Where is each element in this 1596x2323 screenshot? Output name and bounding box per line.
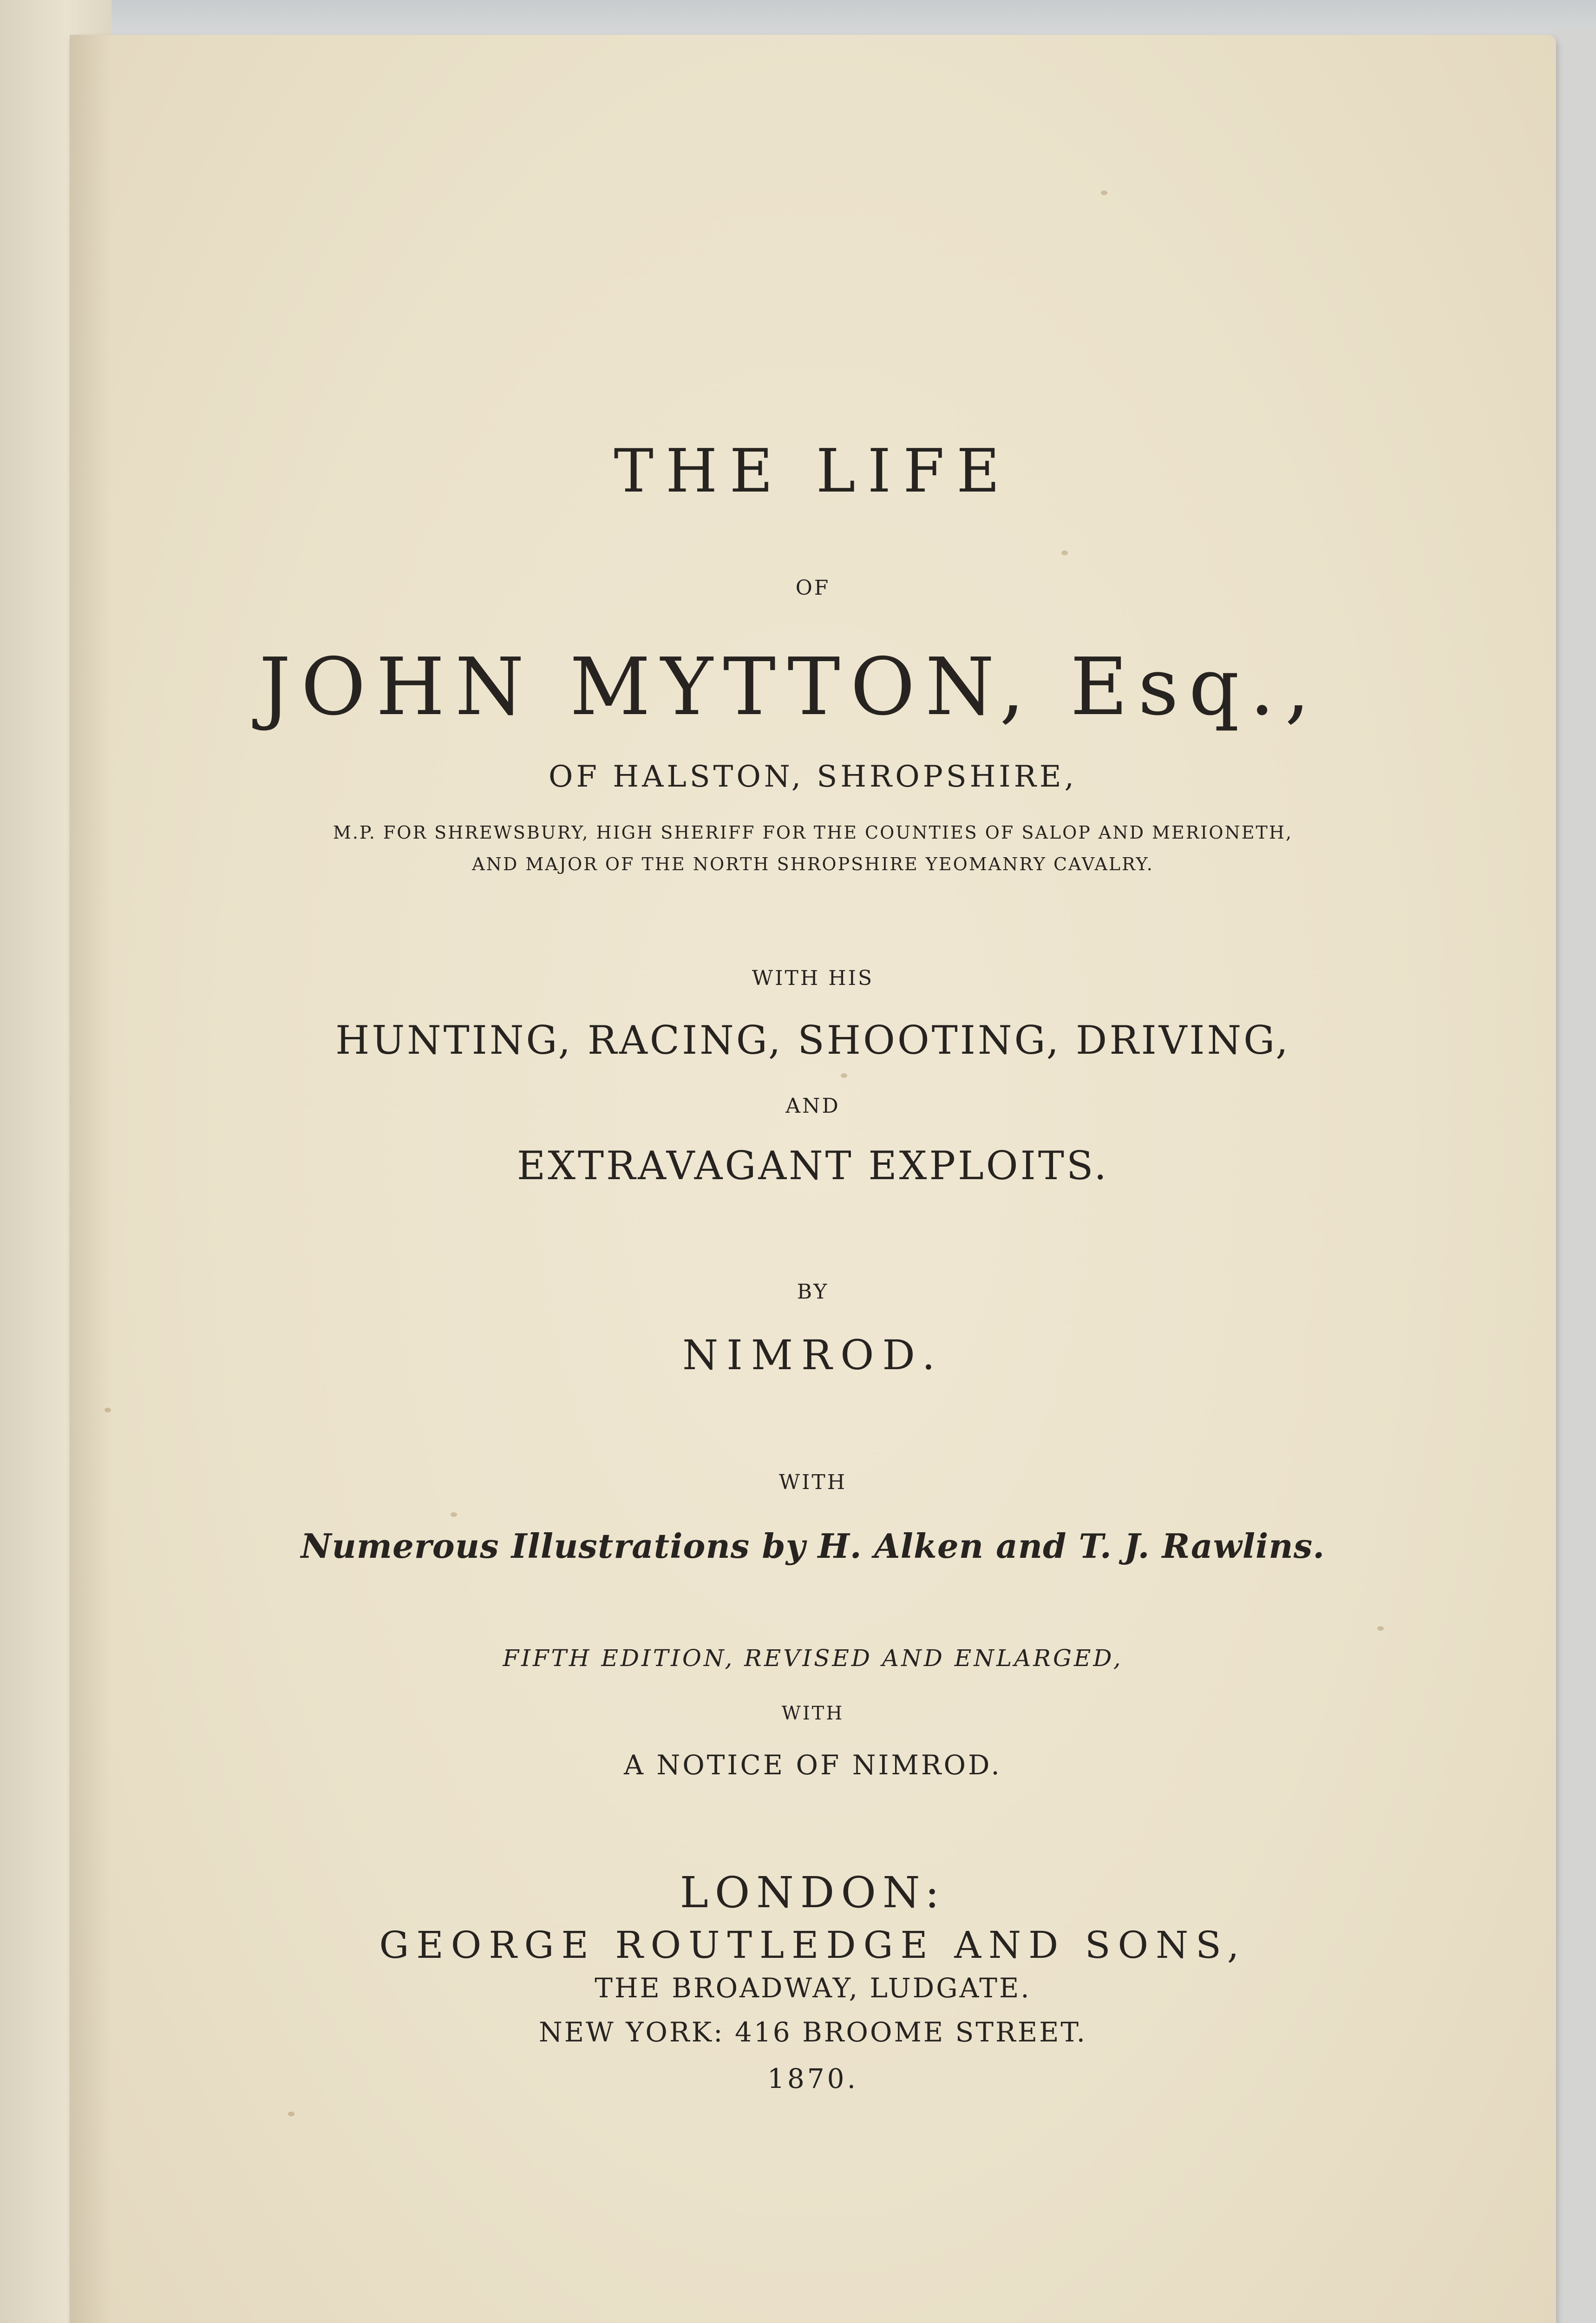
subject-name: JOHN MYTTON, Esq.,: [259, 641, 1321, 733]
imprint-address: THE BROADWAY, LUDGATE.: [595, 1972, 1031, 2004]
with-notice-label: WITH: [781, 1703, 844, 1724]
book-title: THE LIFE: [614, 437, 1012, 506]
edition-statement: FIFTH EDITION, REVISED AND ENLARGED,: [503, 1645, 1123, 1672]
and-label: AND: [785, 1094, 840, 1118]
notice-line: A NOTICE OF NIMROD.: [624, 1749, 1002, 1781]
foxing-spot: [1061, 551, 1068, 555]
exploits-line: EXTRAVAGANT EXPLOITS.: [517, 1143, 1109, 1188]
imprint-city: LONDON:: [680, 1868, 946, 1917]
foxing-spot: [105, 1408, 111, 1412]
foxing-spot: [288, 2112, 294, 2116]
imprint-publisher: GEORGE ROUTLEDGE AND SONS,: [379, 1923, 1247, 1967]
by-label: BY: [797, 1280, 829, 1304]
pursuits-line: HUNTING, RACING, SHOOTING, DRIVING,: [335, 1017, 1290, 1063]
imprint-year: 1870.: [767, 2063, 859, 2094]
background-surface-right: [1551, 28, 1596, 2323]
foxing-spot: [1377, 1626, 1384, 1631]
with-label: WITH: [778, 1470, 847, 1494]
background-surface: [111, 0, 1596, 37]
subject-residence: OF HALSTON, SHROPSHIRE,: [549, 760, 1077, 794]
title-of: OF: [795, 576, 831, 600]
subject-offices-line-1: M.P. FOR SHREWSBURY, HIGH SHERIFF FOR THE COUNTIES OF SALOP AND MERIONETH,: [333, 822, 1293, 843]
subject-offices-line-2: AND MAJOR OF THE NORTH SHROPSHIRE YEOMANRY CAVALRY.: [472, 854, 1154, 874]
foxing-spot: [1101, 190, 1107, 195]
author-name: NIMROD.: [682, 1331, 943, 1379]
foxing-spot: [841, 1073, 847, 1078]
illustrations-credit: Numerous Illustrations by H. Alken and T. J. Rawlins.: [301, 1526, 1325, 1566]
with-his-label: WITH HIS: [752, 966, 874, 990]
imprint-new-york: NEW YORK: 416 BROOME STREET.: [538, 2016, 1087, 2048]
foxing-spot: [451, 1512, 457, 1517]
